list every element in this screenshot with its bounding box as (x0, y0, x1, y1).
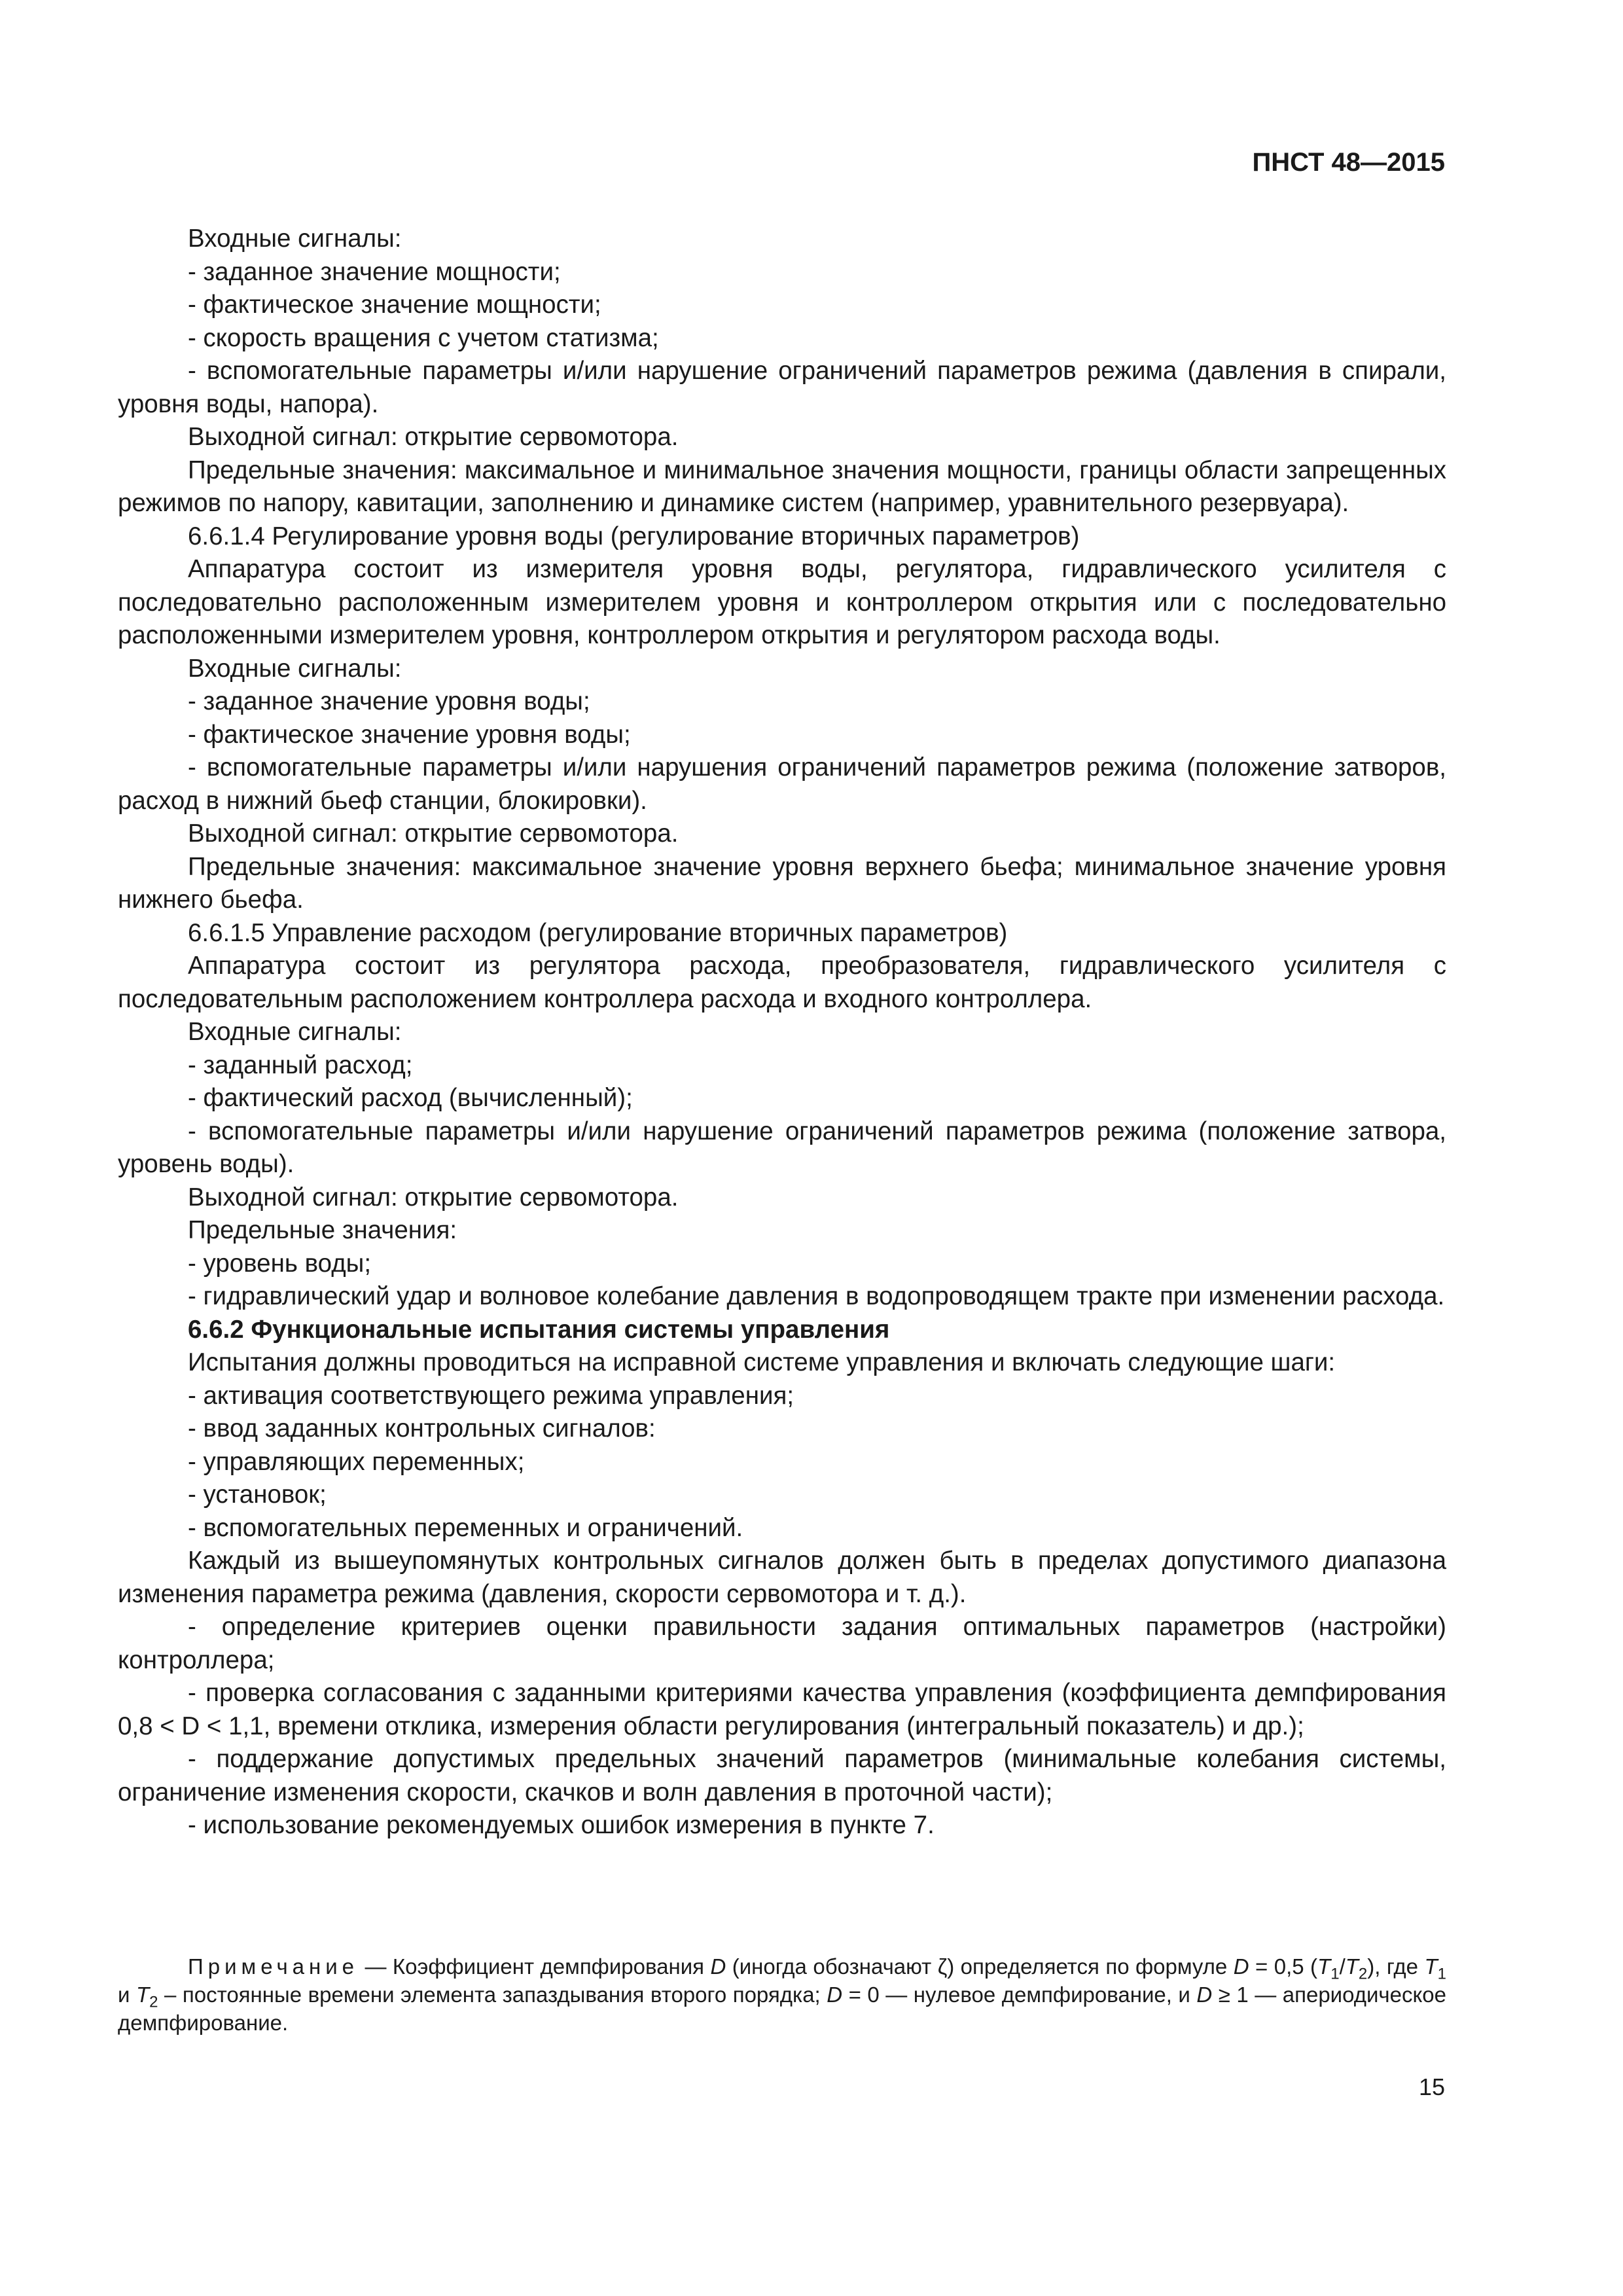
paragraph: Предельные значения: максимальное и минимальное значения мощности, границы области запрещенных режимов по напору, кавитации, заполнению и динамике систем (например, уравнительного резервуара). (118, 456, 1446, 517)
paragraph: - вспомогательные параметры и/или нарушения ограничений параметров режима (положение затворов, расход в нижний бьеф станции, блокировки). (118, 753, 1446, 815)
paragraph: Аппаратура состоит из регулятора расхода, преобразователя, гидравлического усилителя с последовательным расположением контроллера расхода и входного контроллера. (118, 952, 1446, 1013)
paragraph: - вспомогательных переменных и ограничений. (188, 1513, 743, 1542)
paragraph: Входные сигналы: (188, 654, 402, 683)
note-text: и (118, 1982, 136, 2007)
note-subscript: 2 (1358, 1965, 1368, 1983)
paragraph: Аппаратура состоит из измерителя уровня воды, регулятора, гидравлического усилителя с последовательно расположенным измерителем уровня и контроллером открытия или с последовательно расположенными измерителем уровня, контроллером открытия и регулятором расхода воды. (118, 555, 1446, 649)
note-text: / (1339, 1954, 1346, 1979)
paragraph: - вспомогательные параметры и/или нарушение ограничений параметров режима (положение затвора, уровень воды). (118, 1117, 1446, 1178)
note-symbol: T (1317, 1954, 1331, 1979)
paragraph: - проверка согласования с заданными критериями качества управления (коэффициента демпфирования 0,8 < D < 1,1, времени отклика, измерения области регулирования (интегральный показатель) и др.); (118, 1679, 1446, 1740)
paragraph: - определение критериев оценки правильности задания оптимальных параметров (настройки) контроллера; (118, 1613, 1446, 1674)
section-heading: 6.6.2 Функциональные испытания системы управления (188, 1315, 890, 1344)
paragraph: - управляющих переменных; (188, 1447, 525, 1476)
paragraph: Предельные значения: максимальное значение уровня верхнего бьефа; минимальное значение уровня нижнего бьефа. (118, 852, 1446, 914)
note-symbol: D (827, 1982, 843, 2007)
paragraph: - заданное значение уровня воды; (188, 687, 590, 715)
note-subscript: 2 (149, 1993, 158, 2011)
paragraph: Выходной сигнал: открытие сервомотора. (188, 819, 679, 848)
note-subscript: 1 (1330, 1965, 1340, 1983)
paragraph: Предельные значения: (188, 1216, 457, 1244)
paragraph: - активация соответствующего режима управления; (188, 1381, 794, 1410)
paragraph: - ввод заданных контрольных сигналов: (188, 1414, 656, 1443)
paragraph: - скорость вращения с учетом статизма; (188, 323, 659, 352)
paragraph: - гидравлический удар и волновое колебание давления в водопроводящем тракте при изменении расхода. (188, 1282, 1445, 1310)
note-symbol: T (1424, 1954, 1438, 1979)
paragraph: Выходной сигнал: открытие сервомотора. (188, 1183, 679, 1211)
note-text: ≥ 1 — апериодическое демпфирование. (118, 1982, 1446, 2035)
note-symbol: T (135, 1982, 150, 2007)
note-text: = 0,5 ( (1249, 1954, 1318, 1979)
note-text: – постоянные времени элемента запаздывания второго порядка; (158, 1982, 827, 2007)
paragraph: - установок; (188, 1480, 327, 1509)
paragraph: Входные сигналы: (188, 224, 402, 253)
paragraph: - фактическое значение уровня воды; (188, 720, 631, 749)
paragraph: 6.6.1.5 Управление расходом (регулирование вторичных параметров) (188, 918, 1008, 947)
note-subscript: 1 (1437, 1965, 1446, 1983)
note-symbol: T (1345, 1954, 1359, 1979)
paragraph: Входные сигналы: (188, 1018, 402, 1046)
note-text: Коэффициент демпфирования (392, 1954, 711, 1979)
note (118, 1952, 1446, 2037)
paragraph: - заданный расход; (188, 1050, 413, 1079)
note-symbol: D (710, 1954, 726, 1979)
paragraph: Выходной сигнал: открытие сервомотора. (188, 423, 679, 451)
paragraph: - фактическое значение мощности; (188, 291, 601, 319)
note-text: = 0 — нулевое демпфирование, и (842, 1982, 1197, 2007)
paragraph: 6.6.1.4 Регулирование уровня воды (регулирование вторичных параметров) (188, 522, 1080, 550)
paragraph: - фактический расход (вычисленный); (188, 1084, 633, 1112)
note-text: ), где (1367, 1954, 1425, 1979)
paragraph: - заданное значение мощности; (188, 257, 561, 286)
body-text (118, 223, 1446, 1842)
paragraph: - использование рекомендуемых ошибок измерения в пункте 7. (188, 1811, 935, 1839)
paragraph: - поддержание допустимых предельных значений параметров (минимальные колебания системы, ограничение изменения скорости, скачков и волн давления в проточной части); (118, 1745, 1446, 1806)
note-symbol: D (1196, 1982, 1213, 2007)
paragraph: Каждый из вышеупомянутых контрольных сигналов должен быть в пределах допустимого диапазона изменения параметра режима (давления, скорости сервомотора и т. д.). (118, 1547, 1446, 1608)
document-header: ПНСТ 48—2015 (1252, 148, 1445, 177)
page-number: 15 (1418, 2073, 1445, 2100)
note-dash: — (359, 1954, 393, 1979)
note-text: (иногда обозначают ζ) определяется по формуле (726, 1954, 1234, 1979)
paragraph: Испытания должны проводиться на исправной системе управления и включать следующие шаги: (188, 1348, 1336, 1376)
note-symbol: D (1233, 1954, 1249, 1979)
paragraph: - уровень воды; (188, 1249, 372, 1278)
paragraph: - вспомогательные параметры и/или нарушение ограничений параметров режима (давления в спирали, уровня воды, напора). (118, 357, 1446, 418)
note-label: Примечание (188, 1954, 359, 1979)
